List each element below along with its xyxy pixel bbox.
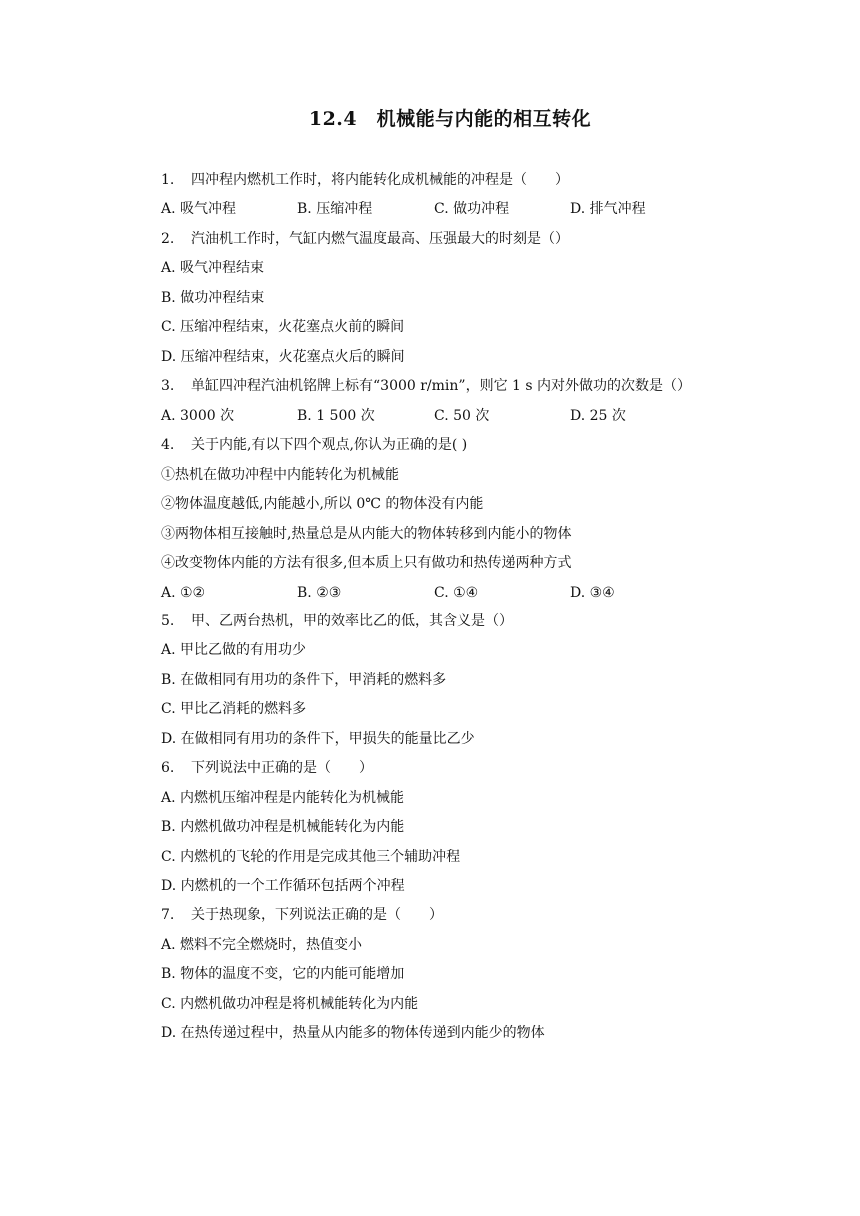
option-c: C. 内燃机做功冲程是将机械能转化为内能 bbox=[161, 996, 419, 1012]
question-6 bbox=[161, 757, 373, 779]
question-stem: 甲、乙两台热机，甲的效率比乙的低，其含义是（） bbox=[191, 613, 513, 629]
question-4 bbox=[161, 434, 467, 456]
question-stem: 关于热现象，下列说法正确的是（ ） bbox=[191, 907, 443, 923]
question-stem: 关于内能,有以下四个观点,你认为正确的是( ) bbox=[191, 437, 468, 453]
option-a: A. 吸气冲程结束 bbox=[161, 260, 265, 276]
question-3-options bbox=[161, 405, 721, 427]
option-d: D. 压缩冲程结束，火花塞点火后的瞬间 bbox=[161, 349, 405, 365]
option-c: C. 50 次 bbox=[434, 408, 490, 424]
question-stem: 汽油机工作时，气缸内燃气温度最高、压强最大的时刻是（） bbox=[191, 231, 569, 247]
question-number: 3. bbox=[161, 378, 175, 394]
option-c: C. ①④ bbox=[434, 585, 479, 601]
question-number: 7. bbox=[161, 907, 175, 923]
option-d: D. ③④ bbox=[570, 585, 615, 601]
option-a: A. 吸气冲程 bbox=[161, 201, 237, 217]
page-title: 12.4 机械能与内能的相互转化 bbox=[308, 108, 592, 130]
option-d: D. 在做相同有用功的条件下，甲损失的能量比乙少 bbox=[161, 731, 475, 747]
option-b: B. 做功冲程结束 bbox=[161, 290, 265, 306]
option-b: B. 在做相同有用功的条件下，甲消耗的燃料多 bbox=[161, 672, 447, 688]
option-a: A. 燃料不完全燃烧时，热值变小 bbox=[161, 937, 363, 953]
option-d: D. 在热传递过程中，热量从内能多的物体传递到内能少的物体 bbox=[161, 1025, 545, 1041]
option-a: A. 3000 次 bbox=[161, 408, 235, 424]
question-stem: 单缸四冲程汽油机铭牌上标有“3000 r/min”，则它 1 s 内对外做功的次数是（） bbox=[191, 378, 692, 394]
statement-2: ②物体温度越低,内能越小,所以 0℃ 的物体没有内能 bbox=[161, 496, 484, 512]
option-d: D. 排气冲程 bbox=[570, 201, 646, 217]
question-4-options bbox=[161, 582, 721, 604]
option-b: B. 1 500 次 bbox=[297, 408, 375, 424]
statement-1: ①热机在做功冲程中内能转化为机械能 bbox=[161, 467, 399, 483]
question-2 bbox=[161, 228, 569, 250]
option-c: C. 甲比乙消耗的燃料多 bbox=[161, 701, 307, 717]
question-1 bbox=[161, 169, 569, 191]
option-b: B. ②③ bbox=[297, 585, 342, 601]
question-number: 4. bbox=[161, 437, 175, 453]
option-a: A. 甲比乙做的有用功少 bbox=[161, 642, 307, 658]
option-d: D. 25 次 bbox=[570, 408, 626, 424]
question-5 bbox=[161, 610, 513, 632]
option-a: A. ①② bbox=[161, 585, 206, 601]
question-stem: 下列说法中正确的是（ ） bbox=[191, 760, 373, 776]
question-number: 2. bbox=[161, 231, 175, 247]
question-stem: 四冲程内燃机工作时，将内能转化成机械能的冲程是（ ） bbox=[191, 172, 569, 188]
question-1-options bbox=[161, 198, 721, 220]
statement-3: ③两物体相互接触时,热量总是从内能大的物体转移到内能小的物体 bbox=[161, 526, 572, 542]
question-7 bbox=[161, 904, 443, 926]
option-d: D. 内燃机的一个工作循环包括两个冲程 bbox=[161, 878, 405, 894]
statement-4: ④改变物体内能的方法有很多,但本质上只有做功和热传递两种方式 bbox=[161, 555, 572, 571]
question-number: 6. bbox=[161, 760, 175, 776]
question-number: 5. bbox=[161, 613, 175, 629]
option-a: A. 内燃机压缩冲程是内能转化为机械能 bbox=[161, 790, 405, 806]
option-c: C. 做功冲程 bbox=[434, 201, 510, 217]
option-b: B. 内燃机做功冲程是机械能转化为内能 bbox=[161, 819, 405, 835]
option-c: C. 压缩冲程结束，火花塞点火前的瞬间 bbox=[161, 319, 405, 335]
question-number: 1. bbox=[161, 172, 175, 188]
option-c: C. 内燃机的飞轮的作用是完成其他三个辅助冲程 bbox=[161, 849, 461, 865]
option-b: B. 压缩冲程 bbox=[297, 201, 373, 217]
option-b: B. 物体的温度不变，它的内能可能增加 bbox=[161, 966, 405, 982]
question-3 bbox=[161, 375, 691, 397]
